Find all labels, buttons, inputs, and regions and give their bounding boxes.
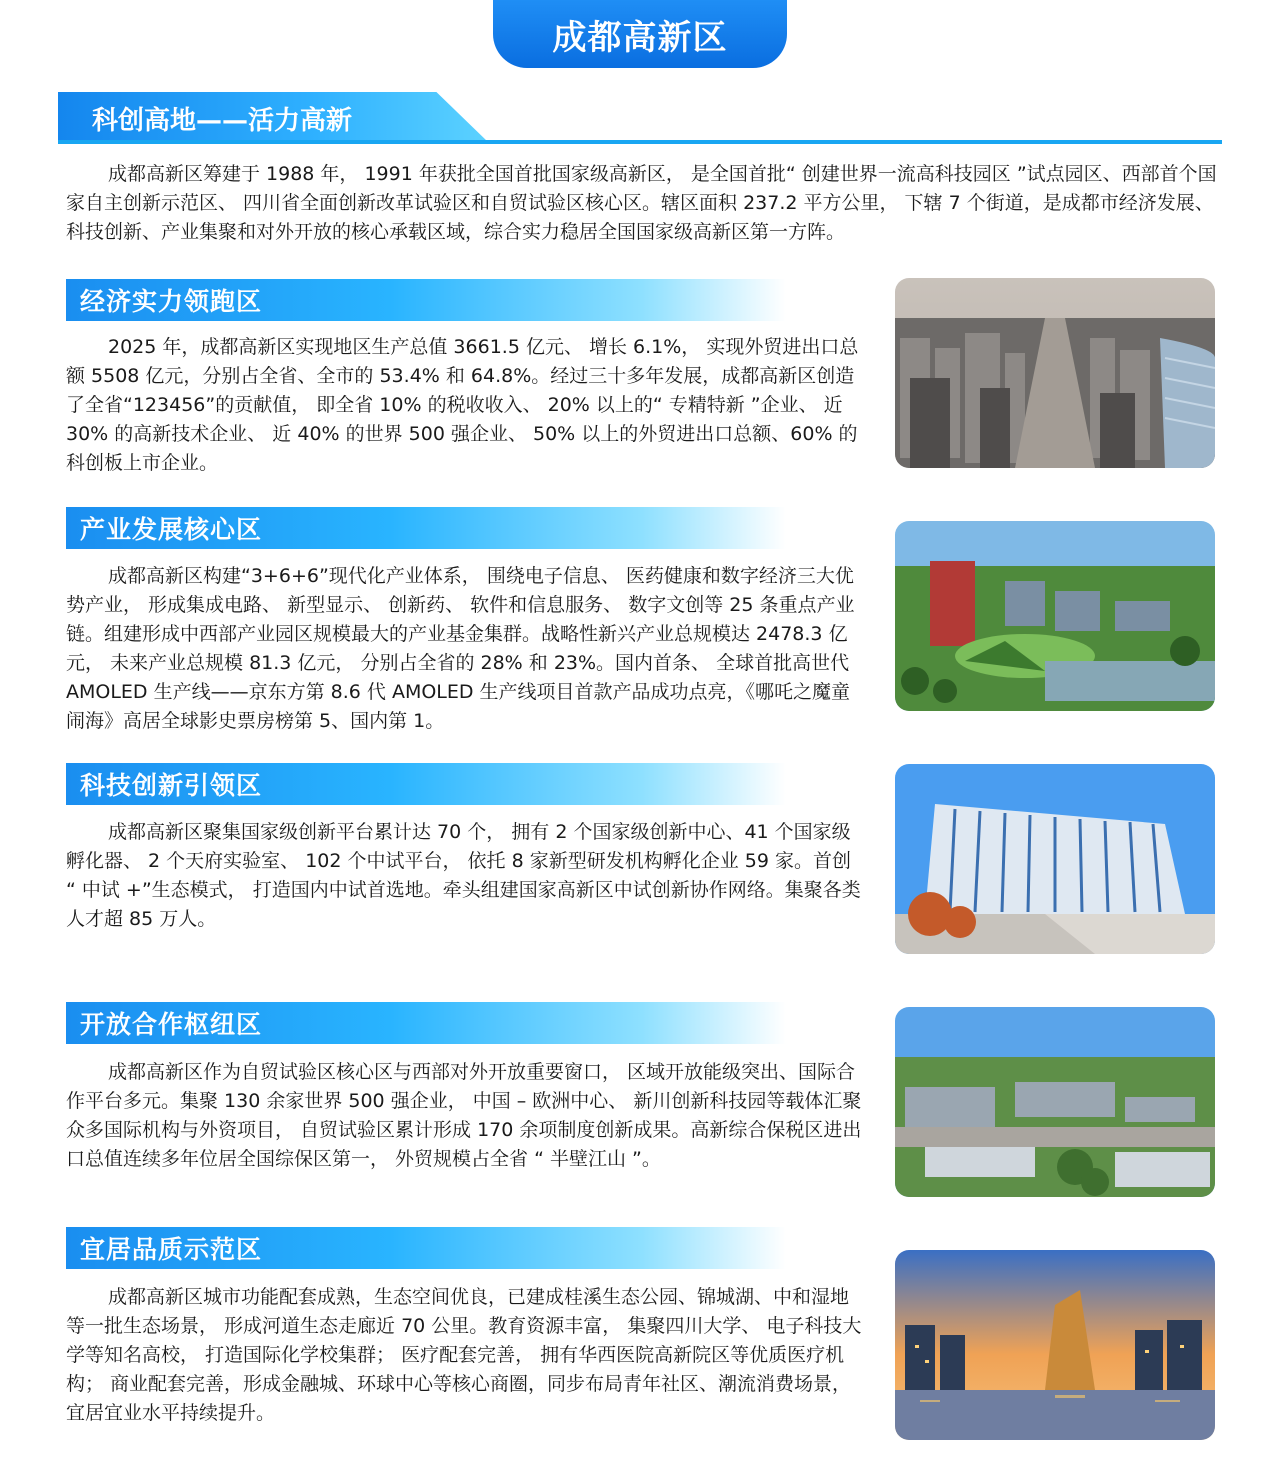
main-banner-underline bbox=[58, 140, 1222, 144]
free-trade-zone-photo bbox=[895, 1007, 1215, 1197]
city-skyline-photo bbox=[895, 278, 1215, 468]
section-heading-label: 经济实力领跑区 bbox=[80, 287, 263, 316]
section-body-industry: 成都高新区构建“3+6+6”现代化产业体系， 围绕电子信息、 医药健康和数字经济三大优势产业， 形成集成电路、 新型显示、 创新药、 软件和信息服务、 数字文创等 25 条重点产业链。组建形成中西部产业园区规模最大的产业基金集群。战略性新兴产业总规模达 2478.3 亿元， 未来产业总规模 81.3 亿元， 分别占全省的 28% 和 23%。国内首条、 全球首批高世代 AMOLED 生产线——京东方第 8.6 代 AMOLED 生产线项目首款产品成功点亮，《哪吒之魔童闹海》高居全球影史票房榜第 5、国内第 1。 bbox=[66, 565, 855, 732]
section-heading-label: 产业发展核心区 bbox=[80, 515, 263, 544]
section-heading-economy bbox=[66, 279, 786, 321]
industrial-park-photo bbox=[895, 521, 1215, 711]
section-heading-innovation bbox=[66, 763, 786, 805]
section-heading-label: 开放合作枢纽区 bbox=[80, 1010, 263, 1039]
section-body-livability: 成都高新区城市功能配套成熟，生态空间优良，已建成桂溪生态公园、锦城湖、中和湿地等一批生态场景， 形成河道生态走廊近 70 公里。教育资源丰富， 集聚四川大学、 电子科技大学等知名高校， 打造国际化学校集群； 医疗配套完善， 拥有华西医院高新院区等优质医疗机构； 商业配套完善，形成金融城、环球中心等核心商圈，同步布局青年社区、潮流消费场景，宜居宜业水平持续提升。 bbox=[66, 1286, 862, 1424]
section-body-openness: 成都高新区作为自贸试验区核心区与西部对外开放重要窗口， 区域开放能级突出、国际合作平台多元。集聚 130 余家世界 500 强企业， 中国 – 欧洲中心、 新川创新科技园等载体汇聚众多国际机构与外资项目， 自贸试验区累计形成 170 余项制度创新成果。高新综合保税区进出口总值连续多年位居全国综保区第一， 外贸规模占全省 “ 半壁江山 ”。 bbox=[66, 1061, 862, 1170]
section-heading-openness bbox=[66, 1002, 786, 1044]
section-heading-label: 宜居品质示范区 bbox=[80, 1235, 263, 1264]
section-body-economy: 2025 年，成都高新区实现地区生产总值 3661.5 亿元、 增长 6.1%， 实现外贸进出口总额 5508 亿元，分别占全省、全市的 53.4% 和 64.8%。经过三十多年发展，成都高新区创造了全省“123456”的贡献值， 即全省 10% 的税收收入、 20% 以上的“ 专精特新 ”企业、 近 30% 的高新技术企业、 近 40% 的世界 500 强企业、 50% 以上的外贸进出口总额、60% 的科创板上市企业。 bbox=[66, 336, 859, 474]
innovation-building-photo bbox=[895, 764, 1215, 954]
main-banner-title: 科创高地——活力高新 bbox=[92, 105, 353, 136]
section-heading-industry bbox=[66, 507, 786, 549]
night-city-photo bbox=[895, 1250, 1215, 1440]
page-title: 成都高新区 bbox=[493, 0, 787, 68]
section-heading-livability bbox=[66, 1227, 786, 1269]
section-heading-label: 科技创新引领区 bbox=[80, 771, 263, 800]
intro-paragraph: 成都高新区筹建于 1988 年， 1991 年获批全国首批国家级高新区， 是全国首批“ 创建世界一流高科技园区 ”试点园区、西部首个国家自主创新示范区、 四川省全面创新改革试验区和自贸试验区核心区。辖区面积 237.2 平方公里， 下辖 7 个街道，是成都市经济发展、科技创新、产业集聚和对外开放的核心承载区域，综合实力稳居全国国家级高新区第一方阵。 bbox=[66, 163, 1217, 243]
section-body-innovation: 成都高新区聚集国家级创新平台累计达 70 个， 拥有 2 个国家级创新中心、41 个国家级孵化器、 2 个天府实验室、 102 个中试平台， 依托 8 家新型研发机构孵化企业 59 家。首创 “ 中试 +”生态模式， 打造国内中试首选地。牵头组建国家高新区中试创新协作网络。集聚各类人才超 85 万人。 bbox=[66, 821, 861, 930]
